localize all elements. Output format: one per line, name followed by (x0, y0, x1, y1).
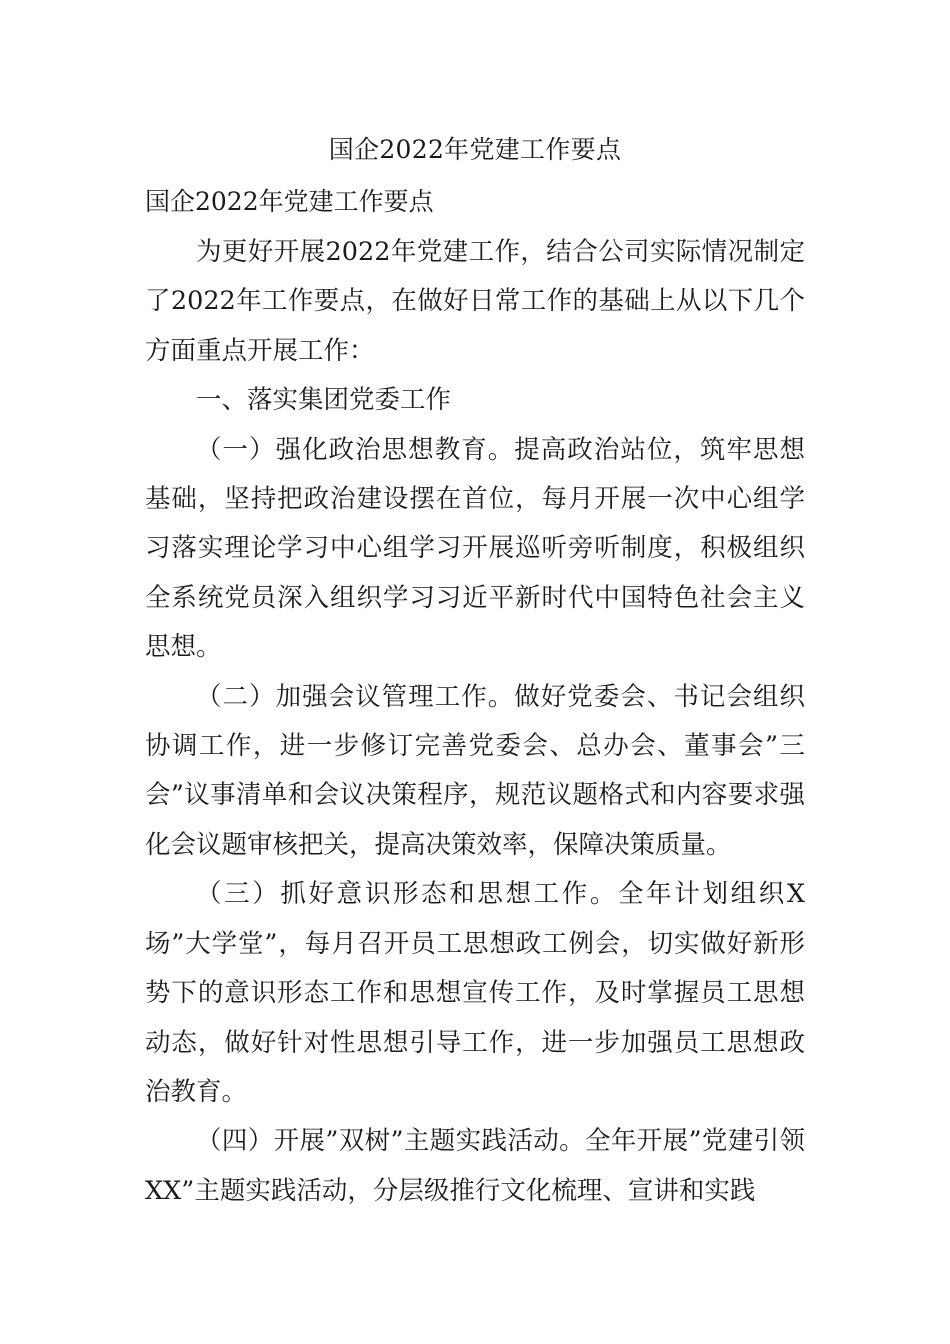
item-paragraph-2: （二）加强会议管理工作。做好党委会、书记会组织协调工作，进一步修订完善党委会、总办会、董事会”三会”议事清单和会议决策程序，规范议题格式和内容要求强化会议题审核把关，提高决策效率，保障决策质量。 (145, 681, 805, 860)
item-paragraph-4: （四）开展”双树”主题实践活动。全年开展”党建引领XX”主题实践活动，分层级推行文化梳理、宣讲和实践 (145, 1126, 805, 1206)
section-heading: 一、落实集团党委工作 (196, 385, 452, 416)
intro-paragraph: 为更好开展2022年党建工作，结合公司实际情况制定了2022年工作要点，在做好日常工作的基础上从以下几个方面重点开展工作： (145, 237, 805, 366)
document-subtitle: 国企2022年党建工作要点 (145, 187, 434, 216)
item-paragraph-1: （一）强化政治思想教育。提高政治站位，筑牢思想基础，坚持把政治建设摆在首位，每月开展一次中心组学习落实理论学习中心组学习开展巡听旁听制度，积极组织全系统党员深入组织学习习近平新时代中国特色社会主义思想。 (145, 434, 805, 663)
document-body (145, 228, 805, 1216)
item-paragraph-3: （三）抓好意识形态和思想工作。全年计划组织X场”大学堂”，每月召开员工思想政工例会，切实做好新形势下的意识形态工作和思想宣传工作，及时掌握员工思想动态，做好针对性思想引导工作，进一步加强员工思想政治教育。 (145, 879, 805, 1107)
document-title: 国企2022年党建工作要点 (328, 135, 622, 164)
